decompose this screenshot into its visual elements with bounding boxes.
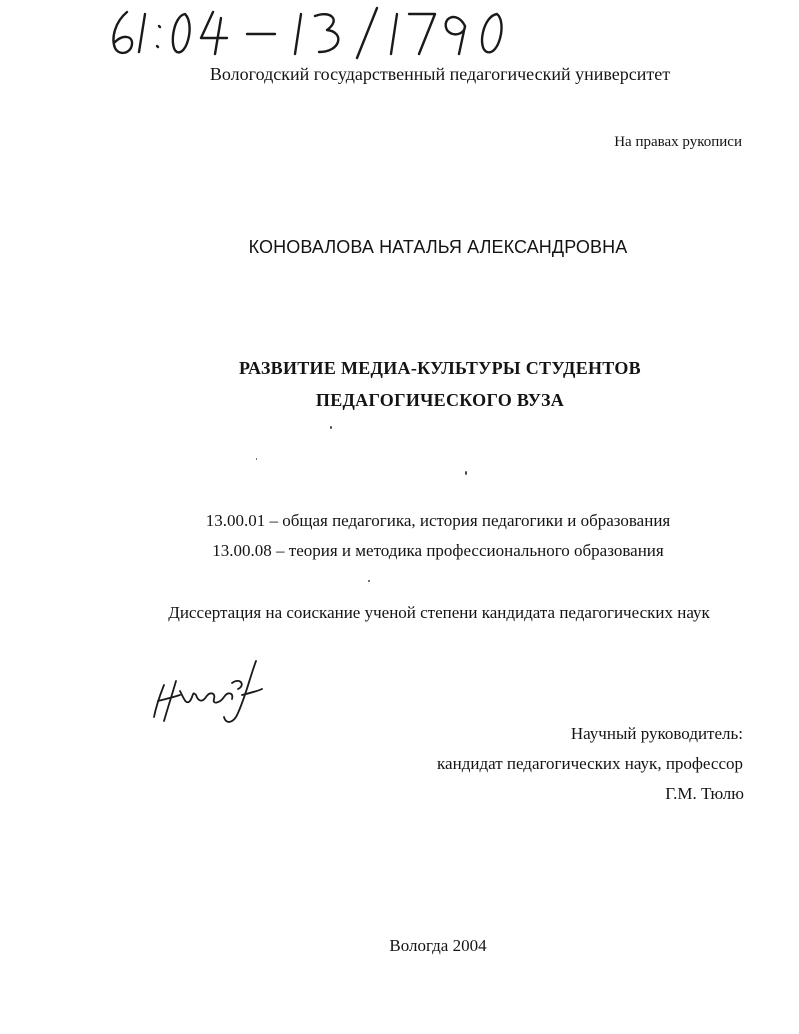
scan-speck <box>368 580 370 582</box>
scan-speck <box>330 426 332 429</box>
degree-statement: Диссертация на соискание ученой степени кандидата педагогических наук <box>168 603 710 622</box>
manuscript-note: На правах рукописи <box>614 134 742 150</box>
scan-speck <box>465 471 467 475</box>
scan-speck <box>256 458 257 460</box>
university-name: Вологодский государственный педагогический университет <box>209 64 671 84</box>
supervisor-credentials: кандидат педагогических наук, профессор <box>437 754 743 773</box>
signature-handwriting <box>150 655 265 730</box>
specialty-line: 13.00.08 – теория и методика профессионального образования <box>212 541 664 560</box>
author-name: КОНОВАЛОВА НАТАЛЬЯ АЛЕКСАНДРОВНА <box>248 237 628 257</box>
catalog-number-handwriting <box>105 4 525 60</box>
catalog-number <box>105 4 525 60</box>
supervisor-label: Научный руководитель: <box>570 724 743 743</box>
specialty-line: 13.00.01 – общая педагогика, история педагогики и образования <box>205 511 671 530</box>
author-signature <box>150 655 265 730</box>
thesis-title-line-1: РАЗВИТИЕ МЕДИА-КУЛЬТУРЫ СТУДЕНТОВ <box>239 358 641 378</box>
supervisor-name: Г.М. Тюлю <box>665 784 744 803</box>
thesis-title-line-2: ПЕДАГОГИЧЕСКОГО ВУЗА <box>315 390 565 410</box>
city-year: Вологда 2004 <box>389 936 487 955</box>
